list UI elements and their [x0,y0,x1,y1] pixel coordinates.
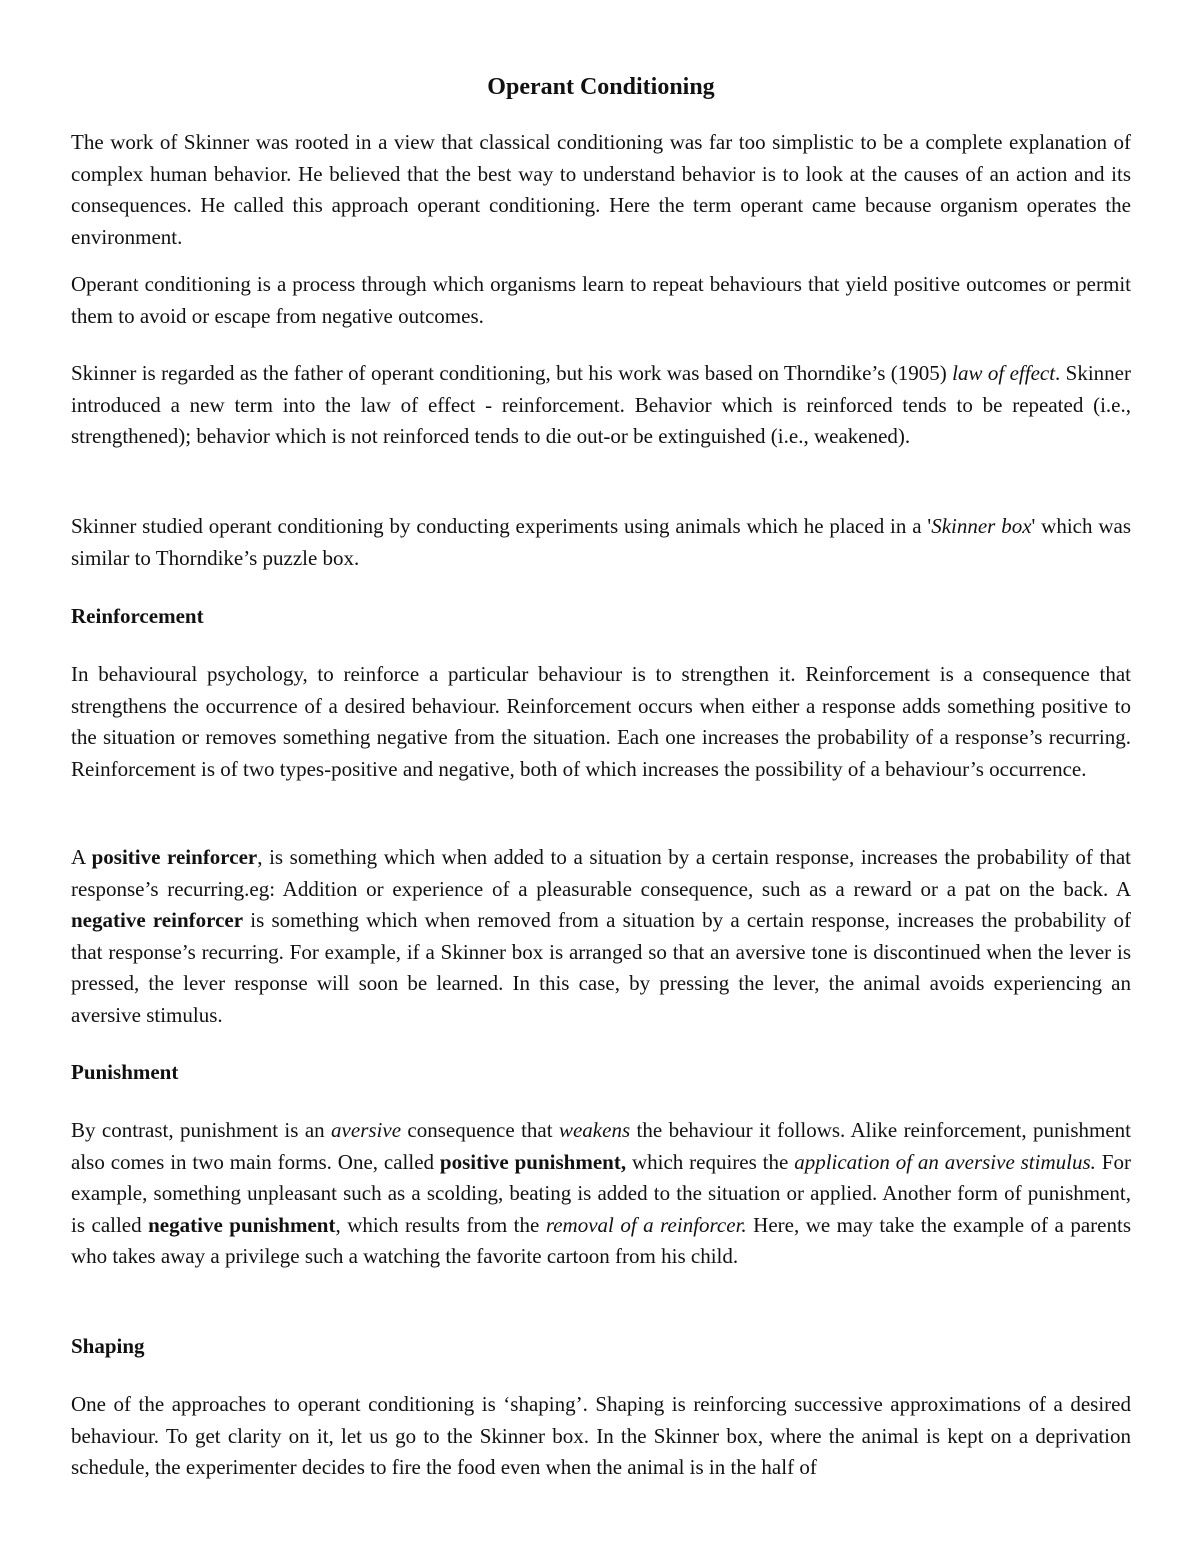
page-title: Operant Conditioning [487,74,715,100]
paragraph-positive-negative-reinforcer: A positive reinforcer, is something which when added to a situation by a certain response, increases the probability of that response’s recurring.eg: Addition or experience of a pleasurable consequence, such as a reward or a pat on the back. A negative reinforcer is something which when removed from a situation by a certain response, increases the probability of that response’s recurring. For example, if a Skinner box is arranged so that an aversive tone is discontinued when the lever is pressed, the lever response will soon be learned. In this case, by pressing the lever, the animal avoids experiencing an aversive stimulus. [71,845,1131,1027]
section-heading-punishment: Punishment [71,1060,179,1084]
section-heading-shaping: Shaping [71,1334,145,1358]
paragraph-shaping: One of the approaches to operant conditioning is ‘shaping’. Shaping is reinforcing successive approximations of a desired behaviour. To get clarity on it, let us go to the Skinner box. In the Skinner box, where the animal is kept on a deprivation schedule, the experimenter decides to fire the food even when the animal is in the half of [71,1392,1131,1479]
negative-punishment-term: negative punishment [148,1212,336,1237]
paragraph-reinforcement: In behavioural psychology, to reinforce a particular behaviour is to strengthen it. Reinforcement is a consequence that strengthens the occurrence of a desired behaviour. Reinforcement occurs when either a response adds something positive to the situation or removes something negative from the situation. Each one increases the probability of a response’s recurring. Reinforcement is of two types-positive and negative, both of which increases the possibility of a behaviour’s occurrence. [71,662,1131,781]
paragraph-punishment: By contrast, punishment is an aversive consequence that weakens the behaviour it follows. Alike reinforcement, punishment also comes in two main forms. One, called positive punishment, which requires the application of an aversive stimulus. For example, something unpleasant such as a scolding, beating is added to the situation or applied. Another form of punishment, is called negative punishment, which results from the removal of a reinforcer. Here, we may take the example of a parents who takes away a privilege such a watching the favorite cartoon from his child. [71,1118,1131,1268]
positive-punishment-term: positive punishment, [439,1149,627,1174]
law-of-effect-term: law of effect [952,361,1056,385]
paragraph-operant-definition: Operant conditioning is a process through which organisms learn to repeat behaviours that yield positive outcomes or permit them to avoid or escape from negative outcomes. [71,272,1131,328]
paragraph-father-of-operant: Skinner is regarded as the father of operant conditioning, but his work was based on Thorndike’s (1905) law of effect. Skinner introduced a new term into the law of effect - reinforcement. Behavior which is reinforced tends to be repeated (i.e., strengthened); behavior which is not reinforced tends to die out-or be extinguished (i.e., weakened). [71,361,1131,448]
paragraph-skinner-box: Skinner studied operant conditioning by conducting experiments using animals which he placed in a 'Skinner box' which was similar to Thorndike’s puzzle box. [71,514,1131,570]
skinner-box-term: Skinner box [931,514,1032,538]
paragraph-skinner-work: The work of Skinner was rooted in a view that classical conditioning was far too simplistic to be a complete explanation of complex human behavior. He believed that the best way to understand behavior is to look at the causes of an action and its consequences. He called this approach operant conditioning. Here the term operant came because organism operates the environment. [71,130,1131,249]
negative-reinforcer-term: negative reinforcer [71,908,244,932]
section-heading-reinforcement: Reinforcement [71,604,204,628]
positive-reinforcer-term: positive reinforcer [91,845,258,869]
